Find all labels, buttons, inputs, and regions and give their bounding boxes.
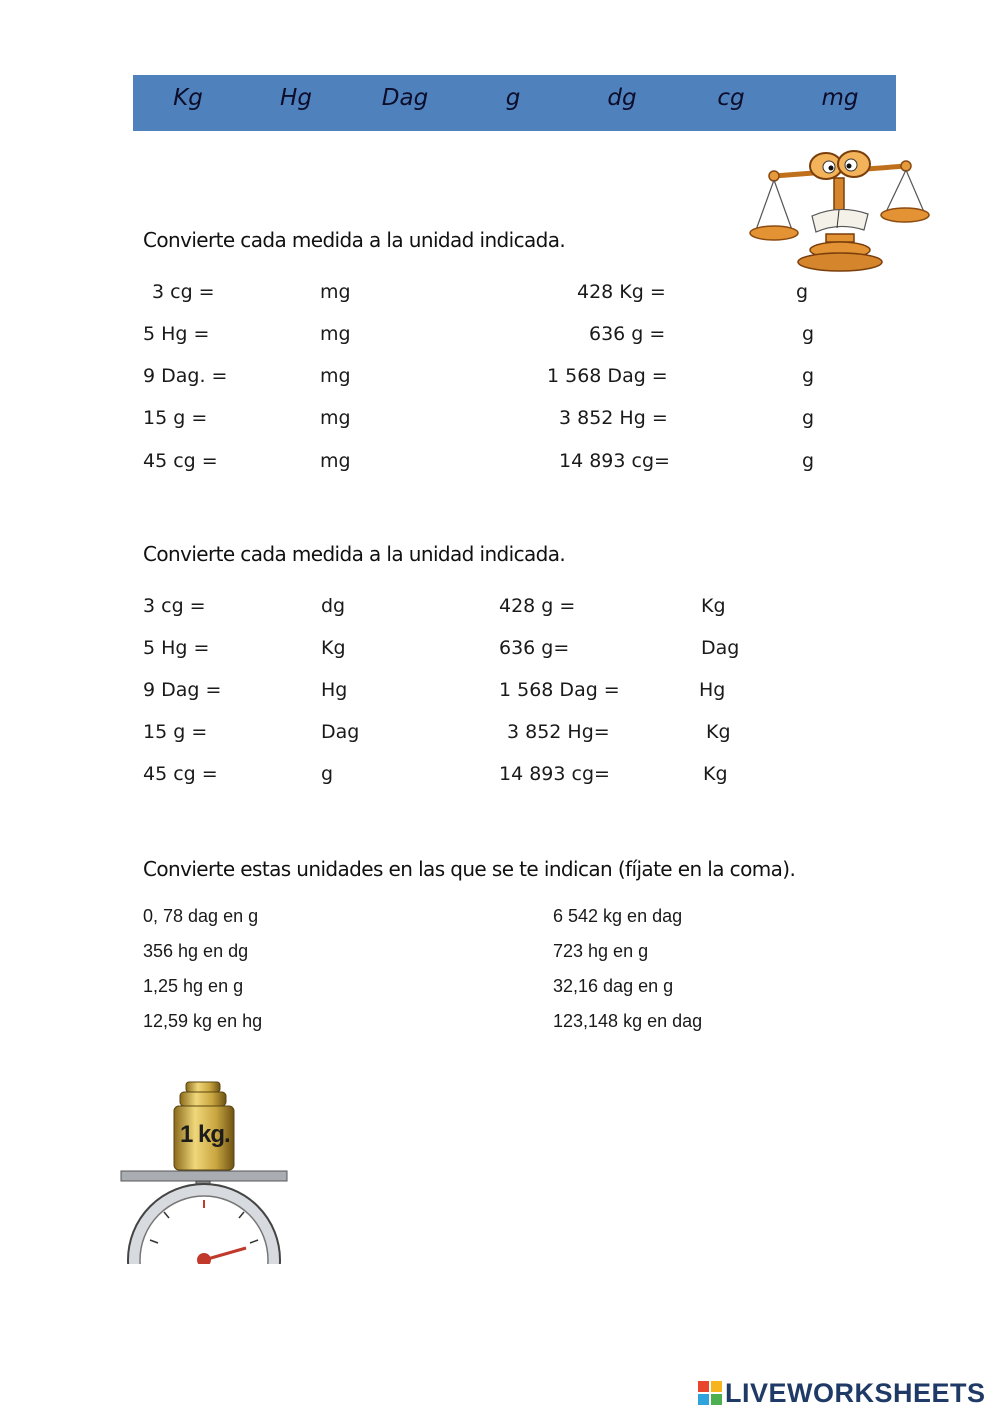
- s1-right-expr: 1 568 Dag =: [547, 365, 668, 387]
- s1-left-expr: 5 Hg =: [143, 323, 210, 345]
- unit-mg: mg: [821, 85, 859, 111]
- s1-right-unit: g: [796, 281, 809, 303]
- s3-right-item: 32,16 dag en g: [553, 976, 674, 996]
- s1-left-unit: mg: [320, 450, 351, 472]
- s1-left-unit: mg: [320, 365, 351, 387]
- s2-right-unit: Kg: [706, 721, 731, 743]
- s2-left-unit: g: [321, 763, 334, 785]
- s2-right-unit: Kg: [701, 595, 726, 617]
- s1-left-unit: mg: [320, 281, 351, 303]
- s2-right-expr: 3 852 Hg=: [507, 721, 610, 743]
- s1-left-unit: mg: [320, 407, 351, 429]
- unit-kg: Kg: [173, 85, 203, 111]
- s2-left-unit: Hg: [321, 679, 348, 701]
- s2-left-expr: 15 g =: [143, 721, 208, 743]
- s2-left-unit: dg: [321, 595, 346, 617]
- s1-left-unit: mg: [320, 323, 351, 345]
- s2-right-expr: 14 893 cg=: [499, 763, 610, 785]
- units-bar: [133, 75, 896, 131]
- s1-right-unit: g: [802, 450, 815, 472]
- s2-right-expr: 428 g =: [499, 595, 576, 617]
- kitchen-scale-icon: [118, 1080, 290, 1264]
- s2-right-unit: Dag: [701, 637, 740, 659]
- section2-instruction: Convierte cada medida a la unidad indicada.: [143, 542, 566, 566]
- s2-left-unit: Dag: [321, 721, 360, 743]
- footer-logo: [698, 1378, 986, 1408]
- section1-instruction: Convierte cada medida a la unidad indicada.: [143, 228, 566, 252]
- s2-right-unit: Hg: [699, 679, 726, 701]
- s1-right-unit: g: [802, 407, 815, 429]
- s2-left-expr: 45 cg =: [143, 763, 218, 785]
- s3-left-item: 12,59 kg en hg: [143, 1011, 263, 1031]
- unit-dag: Dag: [381, 85, 429, 111]
- s1-right-expr: 428 Kg =: [577, 281, 666, 303]
- s1-right-expr: 3 852 Hg =: [559, 407, 668, 429]
- s2-left-expr: 9 Dag =: [143, 679, 222, 701]
- s1-right-expr: 636 g =: [589, 323, 666, 345]
- section3-instruction: Convierte estas unidades en las que se te indican (fíjate en la coma).: [143, 857, 796, 881]
- unit-hg: Hg: [280, 85, 312, 111]
- s2-left-expr: 5 Hg =: [143, 637, 210, 659]
- s2-left-unit: Kg: [321, 637, 346, 659]
- s3-right-item: 723 hg en g: [553, 941, 649, 961]
- unit-g: g: [505, 85, 521, 111]
- liveworksheets-logo-icon: [698, 1381, 722, 1405]
- balance-scale-icon: [746, 138, 934, 274]
- s1-left-expr: 3 cg =: [152, 281, 215, 303]
- s3-left-item: 356 hg en dg: [143, 941, 249, 961]
- s1-right-unit: g: [802, 323, 815, 345]
- footer-brand: LIVEWORKSHEETS: [725, 1377, 986, 1408]
- s3-left-item: 1,25 hg en g: [143, 976, 244, 996]
- weight-label: 1 kg.: [180, 1121, 230, 1148]
- s3-left-item: 0, 78 dag en g: [143, 906, 259, 926]
- s2-right-expr: 1 568 Dag =: [499, 679, 620, 701]
- s2-right-unit: Kg: [703, 763, 728, 785]
- s2-left-expr: 3 cg =: [143, 595, 206, 617]
- unit-cg: cg: [717, 85, 745, 111]
- s1-right-unit: g: [802, 365, 815, 387]
- s3-right-item: 6 542 kg en dag: [553, 906, 683, 926]
- s3-right-item: 123,148 kg en dag: [553, 1011, 703, 1031]
- s2-right-expr: 636 g=: [499, 637, 570, 659]
- s1-right-expr: 14 893 cg=: [559, 450, 670, 472]
- s1-left-expr: 45 cg =: [143, 450, 218, 472]
- unit-dg: dg: [607, 85, 637, 111]
- s1-left-expr: 9 Dag. =: [143, 365, 228, 387]
- s1-left-expr: 15 g =: [143, 407, 208, 429]
